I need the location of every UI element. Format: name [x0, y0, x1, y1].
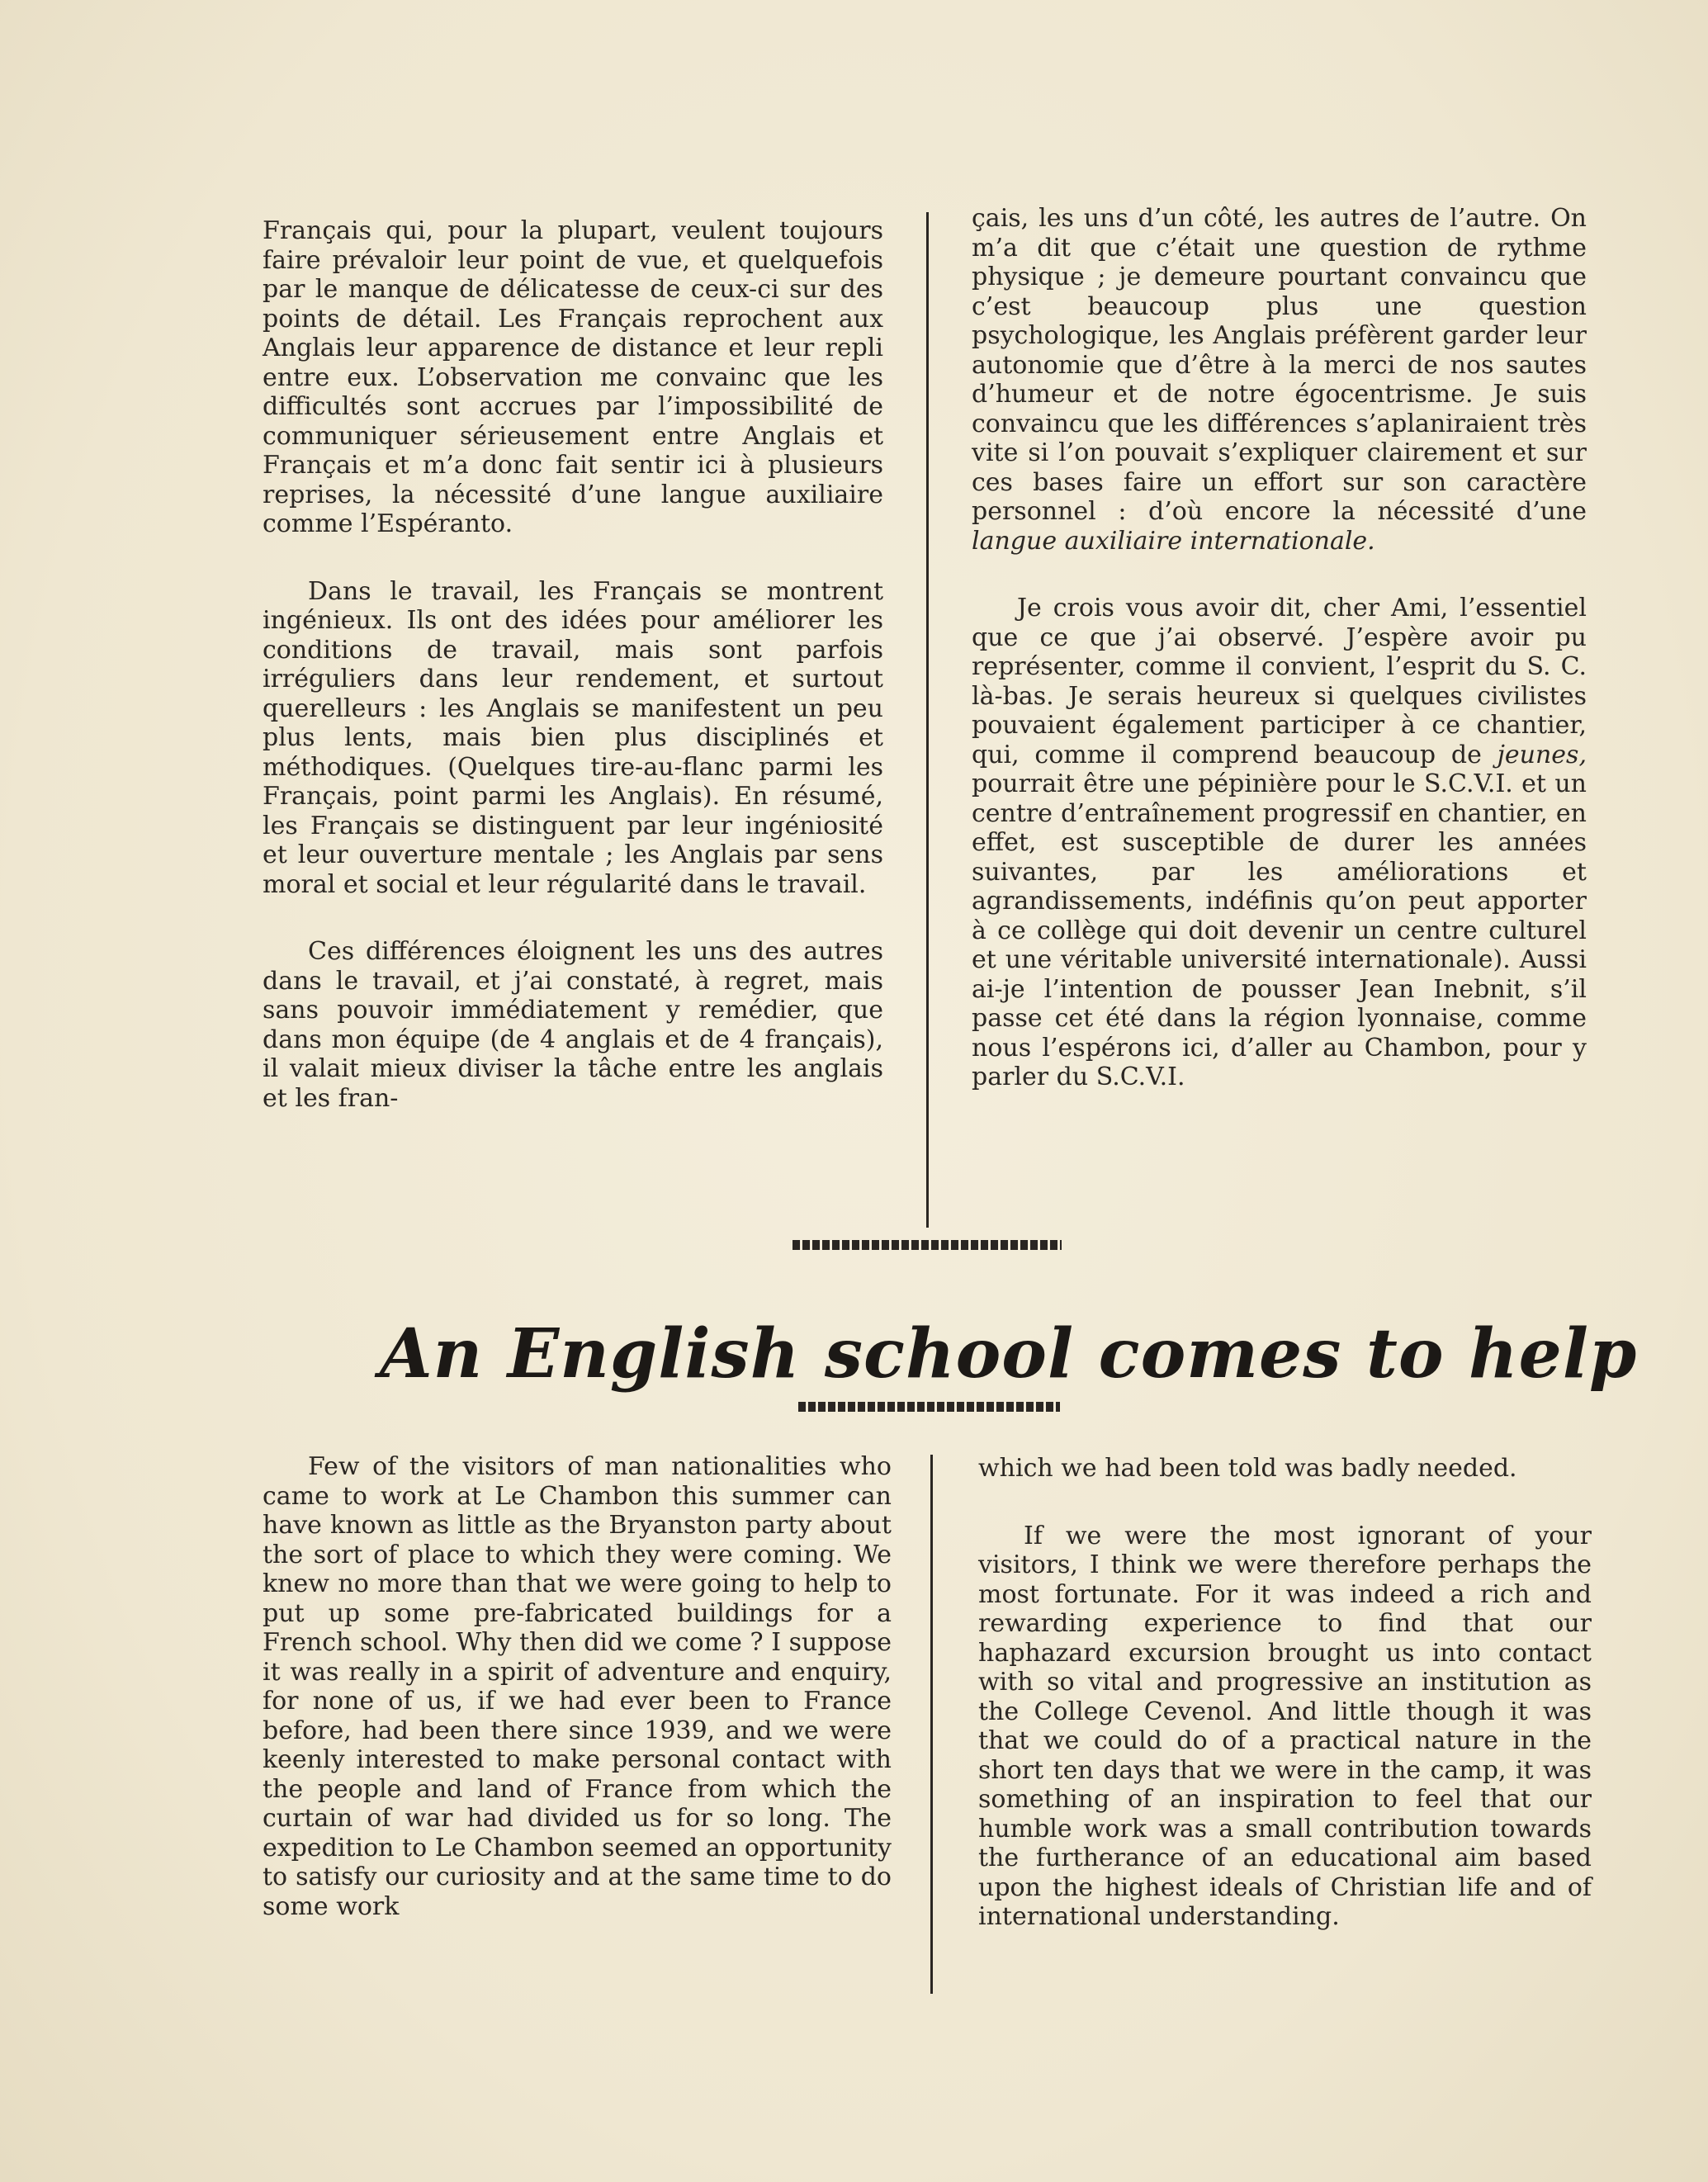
top-left-paragraph-2: Dans le travail, les Français se montrent ingénieux. Ils ont des idées pour améliorer les conditions de travail, mais sont parfois irréguliers dans leur rendement, et surtout querelleurs : les Anglais se manifestent un peu plus lents, mais bien plus disciplinés et méthodiques. (Quelques tire-au-flanc parmi les Français, point parmi les Anglais). En résumé, les Français se distinguent par leur ingéniosité et leur ouverture mentale ; les Anglais par sens moral et social et leur régularité dans le travail. — [263, 576, 883, 899]
column-divider-bottom — [930, 1455, 933, 1994]
column-divider-top — [926, 212, 929, 1228]
top-right-paragraph-2-end: pourrait être une pépinière pour le S.C.V.I. et un centre d’entraînement progressif en chantier, en effet, est susceptible de durer les années suivantes, par les améliorations et agrandissements, indéfinis qu’on peut apporter à ce collège qui doit devenir un centre culturel et une véritable université internationale). Aussi ai-je l’intention de pousser Jean Inebnit, s’il passe cet été dans la région lyonnaise, comme nous l’espérons ici, d’aller au Chambon, pour y parler du S.C.V.I. — [972, 769, 1587, 1091]
bottom-left-paragraph-1: Few of the visitors of man nationalities who came to work at Le Chambon this summer can have known as little as the Bryanston party about the sort of place to which they were coming. We knew no more than that we were going to help to put up some pre-fabricated buildings for a French school. Why then did we come ? I suppose it was really in a spirit of adventure and enquiry, for none of us, if we had ever been to France before, had been there since 1939, and we were keenly interested to make personal contact with the people and land of France from which the curtain of war had divided us for so long. The expedition to Le Chambon seemed an opportunity to satisfy our curiosity and at the same time to do some work — [263, 1452, 892, 1921]
top-right-column — [972, 204, 1587, 1092]
dotted-ornament-bottom — [798, 1402, 1060, 1412]
langue-auxiliaire-italic: langue auxiliaire internationale. — [972, 526, 1375, 556]
bottom-left-column — [263, 1452, 892, 1921]
bottom-right-paragraph-2: If we were the most ignorant of your visitors, I think we were therefore perhaps the most fortunate. For it was indeed a rich and rewarding experience to find that our haphazard excursion brought us into contact with so vital and progressive an institution as the College Cevenol. And little though it was that we could do of a practical nature in the short ten days that we were in the camp, it was something of an inspiration to feel that our humble work was a small contribution towards the furtherance of an educational aim based upon the highest ideals of Christian life and of international understanding. — [978, 1521, 1592, 1931]
top-right-paragraph-1-text: çais, les uns d’un côté, les autres de l’autre. On m’a dit que c’était une question de rythme physique ; je demeure pourtant convaincu que c’est beaucoup plus une question psychologique, les Anglais préfèrent garder leur autonomie que d’être à la merci de nos sautes d’humeur et de notre égocentrisme. Je suis convaincu que les différences s’aplaniraient très vite si l’on pouvait s’expliquer clairement et sur ces bases faire un effort sur son caractère personnel : d’où encore la nécessité d’une — [972, 204, 1587, 526]
top-left-column — [263, 216, 883, 1113]
jeunes-italic: jeunes, — [1497, 740, 1587, 769]
article-headline: An English school comes to help — [380, 1314, 1638, 1394]
top-left-paragraph-3: Ces différences éloignent les uns des autres dans le travail, et j’ai constaté, à regret, mais sans pouvoir immédiatement y remédier, que dans mon équipe (de 4 anglais et de 4 français), il valait mieux diviser la tâche entre les anglais et les fran- — [263, 937, 883, 1113]
top-right-paragraph-2 — [972, 594, 1587, 1092]
top-right-paragraph-2-start: Je crois vous avoir dit, cher Ami, l’essentiel que ce que j’ai observé. J’espère avoir pu représenter, comme il convient, l’esprit du S. C. là-bas. Je serais heureux si quelques civilistes pouvaient également participer à ce chantier, qui, comme il comprend beaucoup de — [972, 594, 1587, 769]
top-right-paragraph-1 — [972, 204, 1587, 556]
bottom-right-paragraph-1: which we had been told was badly needed. — [978, 1454, 1517, 1483]
bottom-right-column — [978, 1454, 1592, 1932]
top-left-paragraph-1: Français qui, pour la plupart, veulent toujours faire prévaloir leur point de vue, et quelquefois par le manque de délicatesse de ceux-ci sur des points de détail. Les Français reprochent aux Anglais leur apparence de distance et leur repli entre eux. L’observation me convainc que les difficultés sont accrues par l’impossibilité de communiquer sérieusement entre Anglais et Français et m’a donc fait sentir ici à plusieurs reprises, la nécessité d’une langue auxiliaire comme l’Espéranto. — [263, 216, 883, 538]
dotted-ornament-top — [792, 1240, 1062, 1250]
